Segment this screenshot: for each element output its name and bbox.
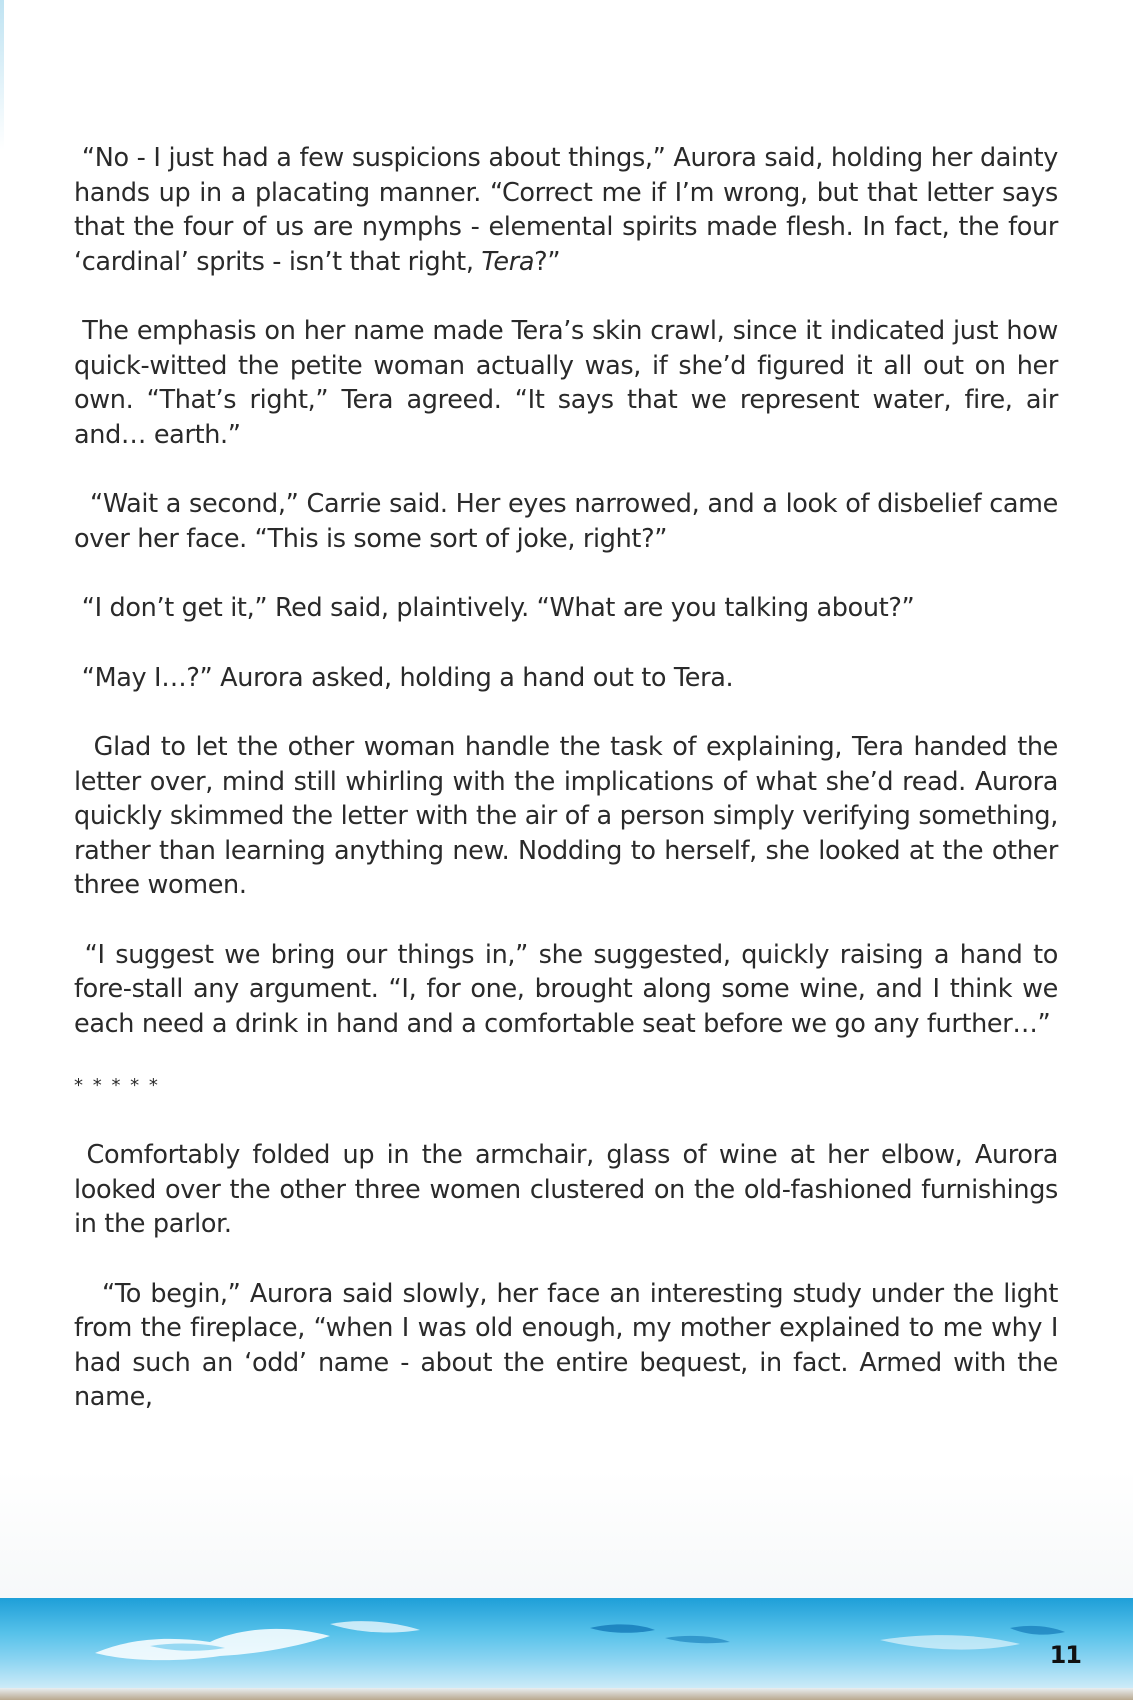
paragraph <box>74 591 1058 626</box>
paragraph <box>74 141 1058 279</box>
body-text <box>74 141 1058 1450</box>
paragraph <box>74 661 1058 696</box>
splash-shape <box>1010 1626 1065 1635</box>
paragraph-indent <box>74 663 82 693</box>
splash-shape <box>665 1636 730 1643</box>
paragraph-indent <box>74 732 94 762</box>
paragraph-text: “No - I just had a few suspicions about things,” Aurora said, holding her dainty hands up in a placating manner. “Correct me if I’m wrong, but that letter says that the four of us are nymphs - elemental spirits made flesh. In fact, the four ‘cardinal’ sprits - isn’t that right, <box>74 143 1058 277</box>
splash-shape <box>330 1621 420 1632</box>
paragraph-indent <box>74 316 82 346</box>
paragraph-indent <box>74 940 85 970</box>
paragraph-text: “I don’t get it,” Red said, plaintively. “What are you talking about?” <box>81 593 915 623</box>
paragraph-indent <box>74 1140 87 1170</box>
scene-break: * * * * * <box>74 1075 160 1096</box>
paragraph <box>74 938 1058 1042</box>
paragraph-text: Comfortably folded up in the armchair, glass of wine at her elbow, Aurora looked over the other three women clustered on the old-fashioned furnishings in the parlor. <box>74 1140 1058 1239</box>
paragraph-indent <box>74 143 82 173</box>
paragraph <box>74 1277 1058 1415</box>
paragraph <box>74 1138 1058 1242</box>
paragraph <box>74 487 1058 556</box>
paragraph <box>74 314 1058 452</box>
emphasized-name: Tera <box>481 246 535 277</box>
page-edge-accent <box>0 0 4 150</box>
splash-shape <box>590 1624 655 1632</box>
paragraph-indent <box>74 489 90 519</box>
paragraph-text: “May I…?” Aurora asked, holding a hand out to Tera. <box>81 662 734 693</box>
paragraph-text: “I suggest we bring our things in,” she suggested, quickly raising a hand to fore-stall any argument. “I, for one, brought along some wine, and I think we each need a drink in hand and a comfortable seat before we go any further…” <box>74 939 1058 1039</box>
paragraph-indent <box>74 593 82 623</box>
splash-shape <box>95 1629 330 1660</box>
paragraph <box>74 730 1058 903</box>
paragraph-text: Glad to let the other woman handle the task of explaining, Tera handed the letter over, mind still whirling with the implications of what she’d read. Aurora quickly skimmed the letter with the air of a person simply verifying something, rather than learning anything new. Nodding to herself, she looked at the other three women. <box>74 732 1058 900</box>
splash-shape <box>880 1635 1020 1650</box>
paragraph-text: “Wait a second,” Carrie said. Her eyes narrowed, and a look of disbelief came over her face. “This is some sort of joke, right?” <box>74 489 1058 554</box>
paragraph-indent <box>74 1279 102 1309</box>
footer-fade <box>0 1470 1133 1600</box>
paragraph-text-end: ?” <box>534 246 561 277</box>
paragraph-text: “To begin,” Aurora said slowly, her face an interesting study under the light from the fireplace, “when I was old enough, my mother explained to me why I had such an ‘odd’ name - about the entire bequest, in fact. Armed with the name, <box>74 1278 1058 1412</box>
paragraph-text: The emphasis on her name made Tera’s skin crawl, since it indicated just how quick-witted the petite woman actually was, if she’d figured it all out on her own. “That’s right,” Tera agreed. “It says that we represent water, fire, air and… earth.” <box>74 316 1058 450</box>
page-number: 11 <box>1049 1641 1081 1669</box>
footer-rule <box>0 1688 1133 1700</box>
water-splash-illustration <box>0 1598 1133 1688</box>
